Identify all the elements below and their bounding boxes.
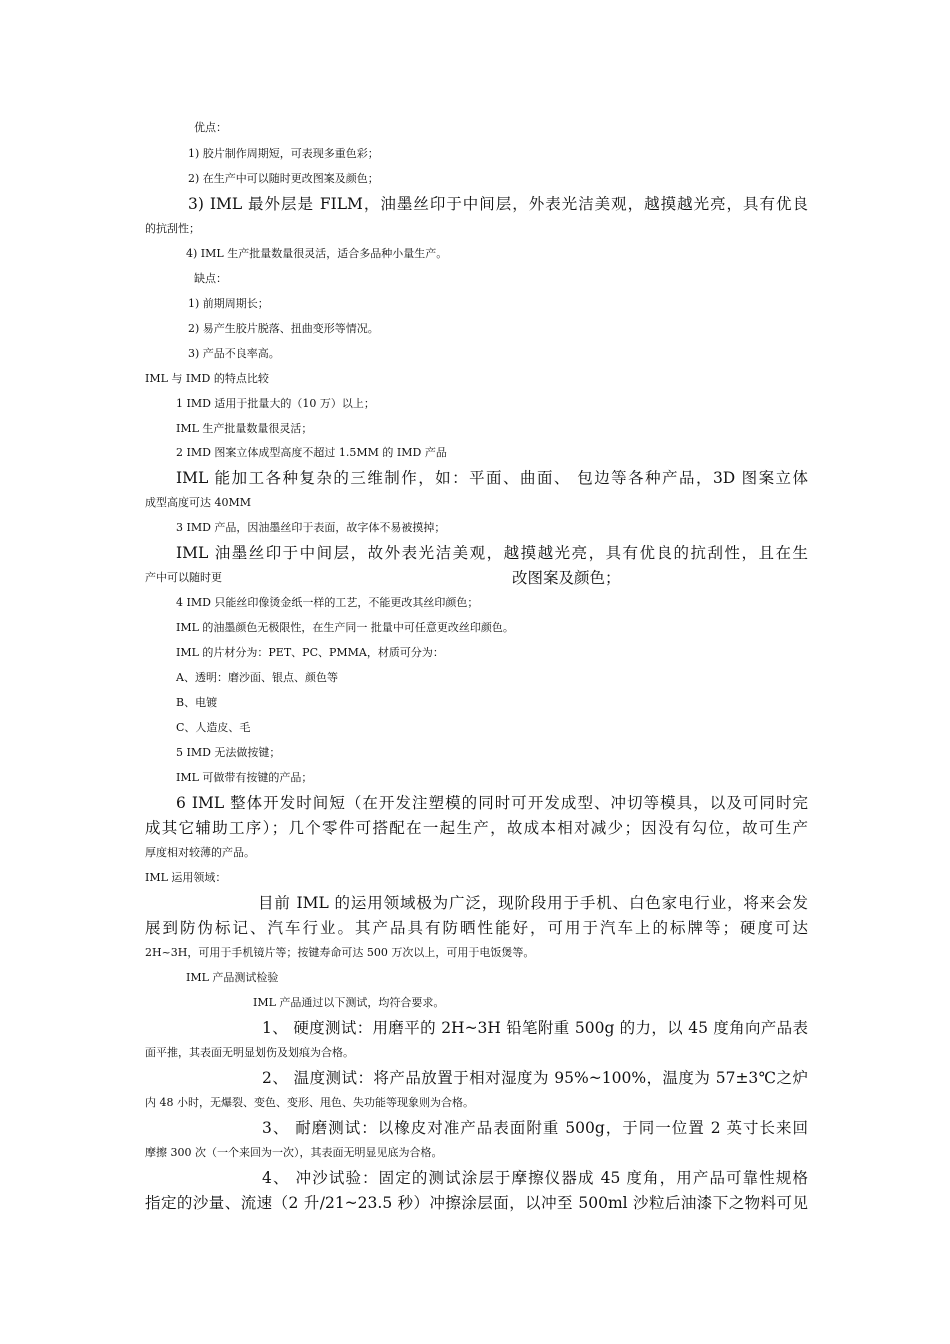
testing-line-6: 摩擦 300 次（一个来回为一次），其表面无明显见底为合格。 <box>145 1146 443 1159</box>
comparison-line-19: 厚度相对较薄的产品。 <box>145 846 255 859</box>
testing-line-2: 面平推，其表面无明显划伤及划痕为合格。 <box>145 1046 354 1059</box>
comparison-line-14: C、人造皮、毛 <box>176 721 251 734</box>
testing-heading: IML 产品测试检验 <box>186 971 279 984</box>
comparison-line-9: 4 IMD 只能丝印像烫金纸一样的工艺，不能更改其丝印颜色； <box>176 596 479 609</box>
comparison-line-18: 成其它辅助工序）；几个零件可搭配在一起生产，故成本相对减少；因没有勾位，故可生产 <box>145 819 808 837</box>
testing-intro: IML 产品通过以下测试，均符合要求。 <box>253 996 445 1009</box>
testing-line-4: 内 48 小时，无爆裂、变色、变形、甩色、失功能等现象则为合格。 <box>145 1096 474 1109</box>
application-heading: IML 运用领域： <box>145 871 227 884</box>
comparison-line-6: 3 IMD 产品，因油墨丝印于表面，故字体不易被摸掉； <box>176 521 446 534</box>
comparison-line-2: IML 生产批量数量很灵活； <box>176 422 313 435</box>
comparison-line-16: IML 可做带有按键的产品； <box>176 771 313 784</box>
comparison-line-12: A、透明：磨沙面、银点、颜色等 <box>176 671 338 684</box>
comparison-line-10: IML 的油墨颜色无极限性，在生产同一 批量中可任意更改丝印颜色。 <box>176 621 514 634</box>
application-line-2: 展到防伪标记、汽车行业。其产品具有防晒性能好，可用于汽车上的标牌等；硬度可达 <box>145 919 808 937</box>
application-line-1: 目前 IML 的运用领域极为广泛，现阶段用于手机、白色家电行业，将来会发 <box>258 894 808 912</box>
comparison-line-8a: 产中可以随时更 <box>145 571 222 584</box>
disadvantages-heading: 缺点： <box>194 272 227 285</box>
advantages-heading: 优点： <box>194 121 227 134</box>
comparison-line-17: 6 IML 整体开发时间短（在开发注塑模的同时可开发成型、冲切等模具，以及可同时完 <box>176 794 808 812</box>
comparison-line-7: IML 油墨丝印于中间层，故外表光洁美观，越摸越光亮，具有优良的抗刮性，且在生 <box>176 544 808 562</box>
advantage-item-4: 4) IML 生产批量数量很灵活，适合多品种小量生产。 <box>186 247 448 260</box>
advantage-item-3: 3) IML 最外层是 FILM，油墨丝印于中间层，外表光洁美观，越摸越光亮，具有优良 <box>188 195 808 213</box>
comparison-line-15: 5 IMD 无法做按键； <box>176 746 281 759</box>
comparison-line-13: B、电镀 <box>176 696 218 709</box>
testing-line-3: 2、 温度测试：将产品放置于相对湿度为 95%~100%，温度为 57±3℃之炉 <box>262 1069 808 1087</box>
advantage-item-1: 1) 胶片制作周期短，可表现多重色彩； <box>188 147 379 160</box>
advantage-item-3-cont: 的抗刮性； <box>145 222 200 235</box>
advantage-item-2: 2) 在生产中可以随时更改图案及颜色； <box>188 172 379 185</box>
comparison-heading: IML 与 IMD 的特点比较 <box>145 372 269 385</box>
comparison-line-11: IML 的片材分为：PET、PC、PMMA，材质可分为： <box>176 646 444 659</box>
application-line-3: 2H~3H，可用于手机镜片等；按键寿命可达 500 万次以上，可用于电饭煲等。 <box>145 946 535 959</box>
comparison-line-8b: 改图案及颜色； <box>512 569 621 587</box>
testing-line-7: 4、 冲沙试验：固定的测试涂层于摩擦仪器成 45 度角，用产品可靠性规格 <box>262 1169 808 1187</box>
testing-line-5: 3、 耐磨测试：以橡皮对准产品表面附重 500g，于同一位置 2 英寸长来回 <box>262 1119 808 1137</box>
testing-line-1: 1、 硬度测试：用磨平的 2H~3H 铅笔附重 500g 的力，以 45 度角向产品表 <box>262 1019 808 1037</box>
disadvantage-item-3: 3) 产品不良率高。 <box>188 347 280 360</box>
testing-line-8: 指定的沙量、流速（2 升/21~23.5 秒）冲擦涂层面，以冲至 500ml 沙粒后油漆下之物料可见 <box>145 1194 808 1212</box>
comparison-line-4: IML 能加工各种复杂的三维制作，如：平面、曲面、 包边等各种产品，3D 图案立体 <box>176 469 808 487</box>
comparison-line-3: 2 IMD 图案立体成型高度不超过 1.5MM 的 IMD 产品 <box>176 446 447 459</box>
disadvantage-item-1: 1) 前期周期长； <box>188 297 269 310</box>
disadvantage-item-2: 2) 易产生胶片脱落、扭曲变形等情况。 <box>188 322 379 335</box>
comparison-line-1: 1 IMD 适用于批量大的（10 万）以上； <box>176 397 375 410</box>
comparison-line-5: 成型高度可达 40MM <box>145 496 252 509</box>
